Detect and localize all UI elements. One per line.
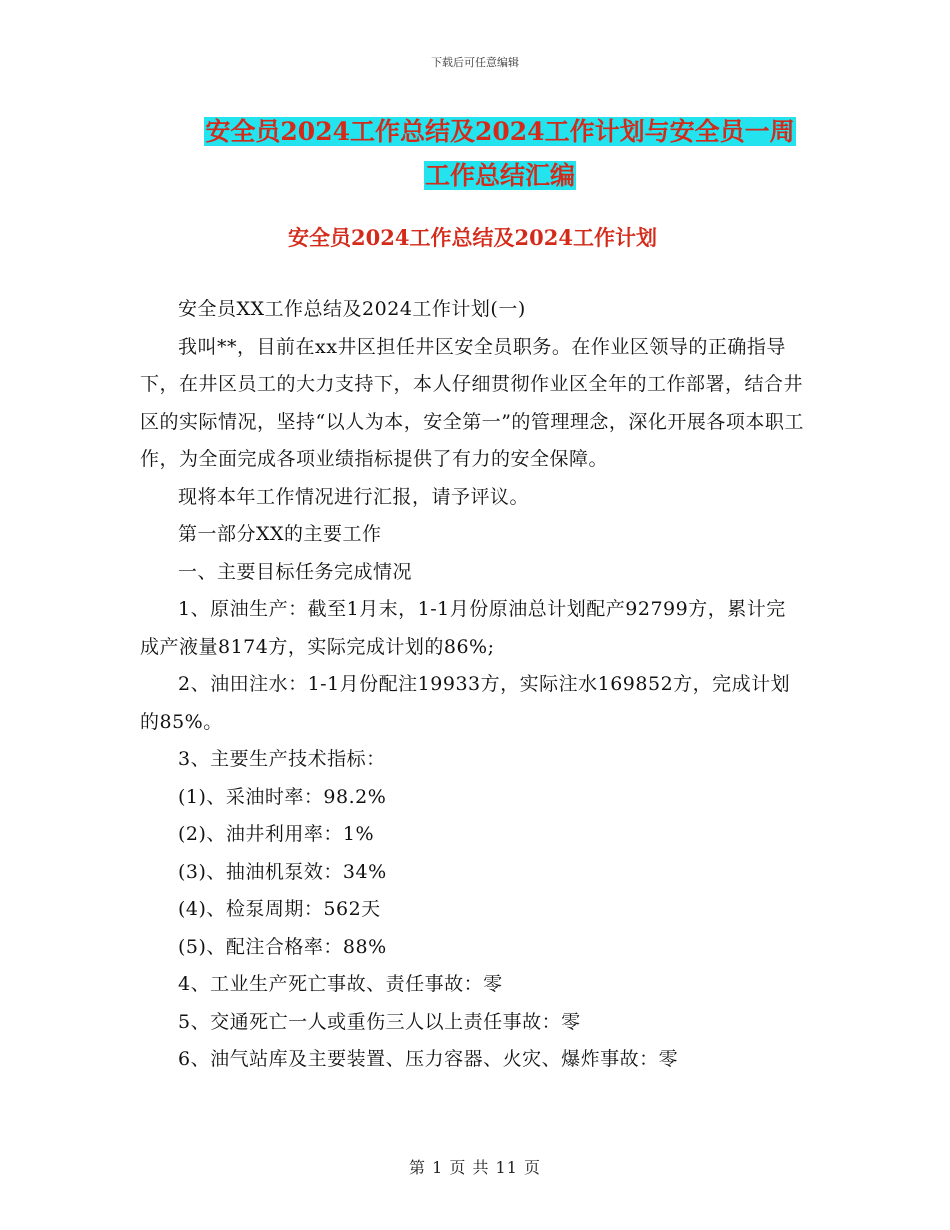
body-text — [140, 291, 805, 1079]
paragraph: (3)、抽油机泵效：34% — [178, 860, 387, 883]
document-title-line-1: 安全员2024工作总结及2024工作计划与安全员一周 — [205, 117, 795, 146]
paragraph: 4、工业生产死亡事故、责任事故：零 — [178, 973, 503, 995]
paragraph: 我叫**，目前在xx井区担任井区安全员职务。在作业区领导的正确指导下，在井区员工的大力支持下，本人仔细贯彻作业区全年的工作部署，结合井区的实际情况，坚持“以人为本，安全第一”的管理理念，深化开展各项本职工作，为全面完成各项业绩指标提供了有力的安全保障。 — [140, 335, 804, 470]
paragraph: 3、主要生产技术指标： — [178, 748, 386, 770]
section-title: 安全员2024工作总结及2024工作计划 — [288, 225, 657, 250]
paragraph: (4)、检泵周期：562天 — [178, 898, 381, 920]
paragraph: (2)、油井利用率：1% — [178, 823, 375, 845]
page-number-footer: 第 1 页 共 11 页 — [409, 1158, 541, 1177]
paragraph: 1、原油生产：截至1月末，1-1月份原油总计划配产92799方，累计完成产液量8174方，实际完成计划的86%; — [140, 598, 786, 658]
document-title-line-2: 工作总结汇编 — [424, 161, 575, 190]
paragraph: 安全员XX工作总结及2024工作计划(一) — [178, 298, 526, 320]
paragraph: 2、油田注水：1-1月份配注19933方，实际注水169852方，完成计划的85%。 — [140, 673, 791, 733]
paragraph: 6、油气站库及主要装置、压力容器、火灾、爆炸事故：零 — [178, 1048, 679, 1070]
paragraph: 一、主要目标任务完成情况 — [178, 560, 413, 583]
document-title — [140, 110, 860, 198]
paragraph: 第一部分XX的主要工作 — [178, 523, 382, 545]
paragraph: 现将本年工作情况进行汇报，请予评议。 — [178, 485, 530, 508]
paragraph: (5)、配注合格率：88% — [178, 935, 387, 958]
page-header-note: 下载后可任意编辑 — [431, 56, 519, 69]
paragraph: 5、交通死亡一人或重伤三人以上责任事故：零 — [178, 1010, 581, 1033]
paragraph: (1)、采油时率：98.2% — [178, 785, 387, 808]
